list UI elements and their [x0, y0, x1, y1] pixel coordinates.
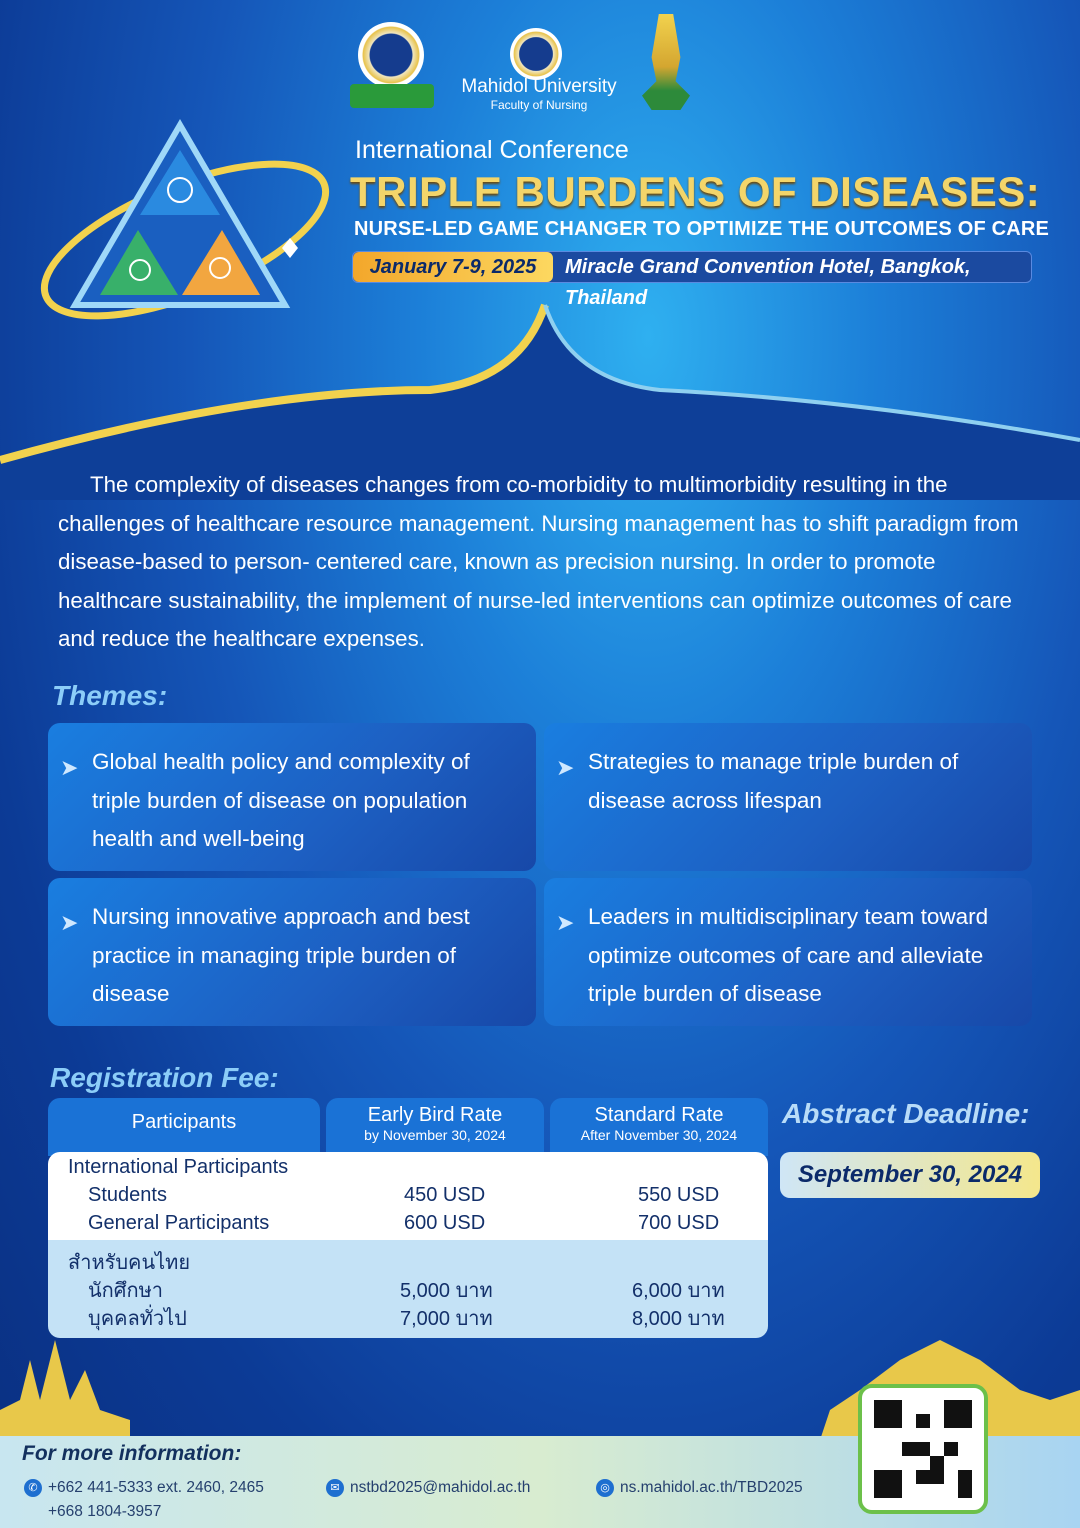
early-fee: 7,000 บาท	[400, 1308, 493, 1330]
column-header-standard	[550, 1098, 768, 1156]
email-icon: ✉	[326, 1479, 344, 1497]
standard-fee: 6,000 บาท	[632, 1280, 725, 1302]
event-date: January 7-9, 2025	[353, 252, 553, 282]
event-venue: Miracle Grand Convention Hotel, Bangkok, Thailand	[565, 256, 971, 309]
column-header-participants	[48, 1098, 320, 1156]
standard-fee: 550 USD	[638, 1184, 720, 1206]
row-label: Students	[88, 1184, 167, 1206]
theme-text: Global health policy and complexity of triple burden of disease on population health and well-being	[92, 749, 470, 851]
qr-code[interactable]	[858, 1384, 988, 1514]
email-contact[interactable]	[326, 1476, 530, 1500]
registration-fee-table	[48, 1098, 768, 1340]
arrow-icon: ➤	[556, 910, 575, 935]
early-fee: 600 USD	[404, 1212, 486, 1234]
column-title: Early Bird Rate	[367, 1104, 503, 1126]
siriraj-seal-logo	[358, 22, 424, 88]
group-name: International Participants	[68, 1156, 289, 1178]
intro-paragraph: The complexity of diseases changes from co-morbidity to multimorbidity resulting in the challenges of healthcare resource management. Nursing management has to shift paradigm from disease-based to person- centered care, known as precision nursing. In order to promote healthcare sustainability, the implement of nurse-led interventions can optimize outcomes of care and reduce the healthcare expenses.	[58, 472, 1019, 651]
column-subtitle: by November 30, 2024	[364, 1127, 506, 1143]
column-header-early-bird	[326, 1098, 544, 1156]
royal-crest-logo	[642, 14, 690, 110]
row-label: General Participants	[88, 1212, 270, 1234]
website-link[interactable]: ns.mahidol.ac.th/TBD2025	[620, 1479, 803, 1496]
theme-text: Strategies to manage triple burden of disease across lifespan	[588, 749, 959, 813]
siriraj-seal-banner	[350, 84, 434, 108]
logo-row	[350, 14, 720, 124]
early-fee: 450 USD	[404, 1184, 486, 1206]
theme-card	[544, 723, 1032, 871]
email-link[interactable]: nstbd2025@mahidol.ac.th	[350, 1479, 531, 1496]
phone-icon: ✆	[24, 1479, 42, 1497]
arrow-icon: ➤	[60, 755, 79, 780]
phone-number: +662 441-5333 ext. 2460, 2465	[48, 1479, 264, 1496]
conference-title: TRIPLE BURDENS OF DISEASES:	[350, 168, 1041, 215]
theme-card	[48, 723, 536, 871]
registration-heading: Registration Fee:	[50, 1062, 279, 1093]
row-label: นักศึกษา	[88, 1280, 163, 1302]
website-contact[interactable]	[596, 1476, 803, 1500]
arrow-icon: ➤	[556, 755, 575, 780]
theme-card	[544, 878, 1032, 1026]
globe-icon: ◎	[596, 1479, 614, 1497]
abstract-deadline-date: September 30, 2024	[780, 1152, 1040, 1198]
row-label: บุคคลทั่วไป	[88, 1308, 187, 1330]
qr-code-pattern	[874, 1400, 972, 1498]
themes-heading: Themes:	[52, 680, 168, 711]
university-name: Mahidol University Faculty of Nursing	[461, 76, 617, 112]
more-info-heading: For more information:	[22, 1442, 242, 1465]
international-group	[48, 1152, 768, 1240]
theme-text: Leaders in multidisciplinary team toward optimize outcomes of care and alleviate triple burden of disease	[588, 904, 989, 1006]
early-fee: 5,000 บาท	[400, 1280, 493, 1302]
thai-group	[48, 1240, 768, 1338]
phone-number: +668 1804-3957	[48, 1503, 162, 1520]
group-name: สำหรับคนไทย	[68, 1252, 191, 1274]
conference-subtitle: NURSE-LED GAME CHANGER TO OPTIMIZE THE OUTCOMES OF CARE	[354, 218, 1050, 240]
theme-text: Nursing innovative approach and best practice in managing triple burden of disease	[92, 904, 470, 1006]
conference-label: International Conference	[355, 136, 629, 164]
abstract-deadline-heading: Abstract Deadline:	[782, 1098, 1030, 1129]
column-title: Participants	[131, 1111, 237, 1133]
standard-fee: 700 USD	[638, 1212, 720, 1234]
date-venue-bar	[352, 251, 1032, 309]
phone-contact	[24, 1476, 264, 1524]
standard-fee: 8,000 บาท	[632, 1308, 725, 1330]
arrow-icon: ➤	[60, 910, 79, 935]
conference-emblem	[20, 120, 340, 340]
theme-card	[48, 878, 536, 1026]
column-title: Standard Rate	[594, 1104, 724, 1126]
mahidol-seal-logo	[510, 28, 562, 80]
column-subtitle: After November 30, 2024	[580, 1127, 738, 1143]
